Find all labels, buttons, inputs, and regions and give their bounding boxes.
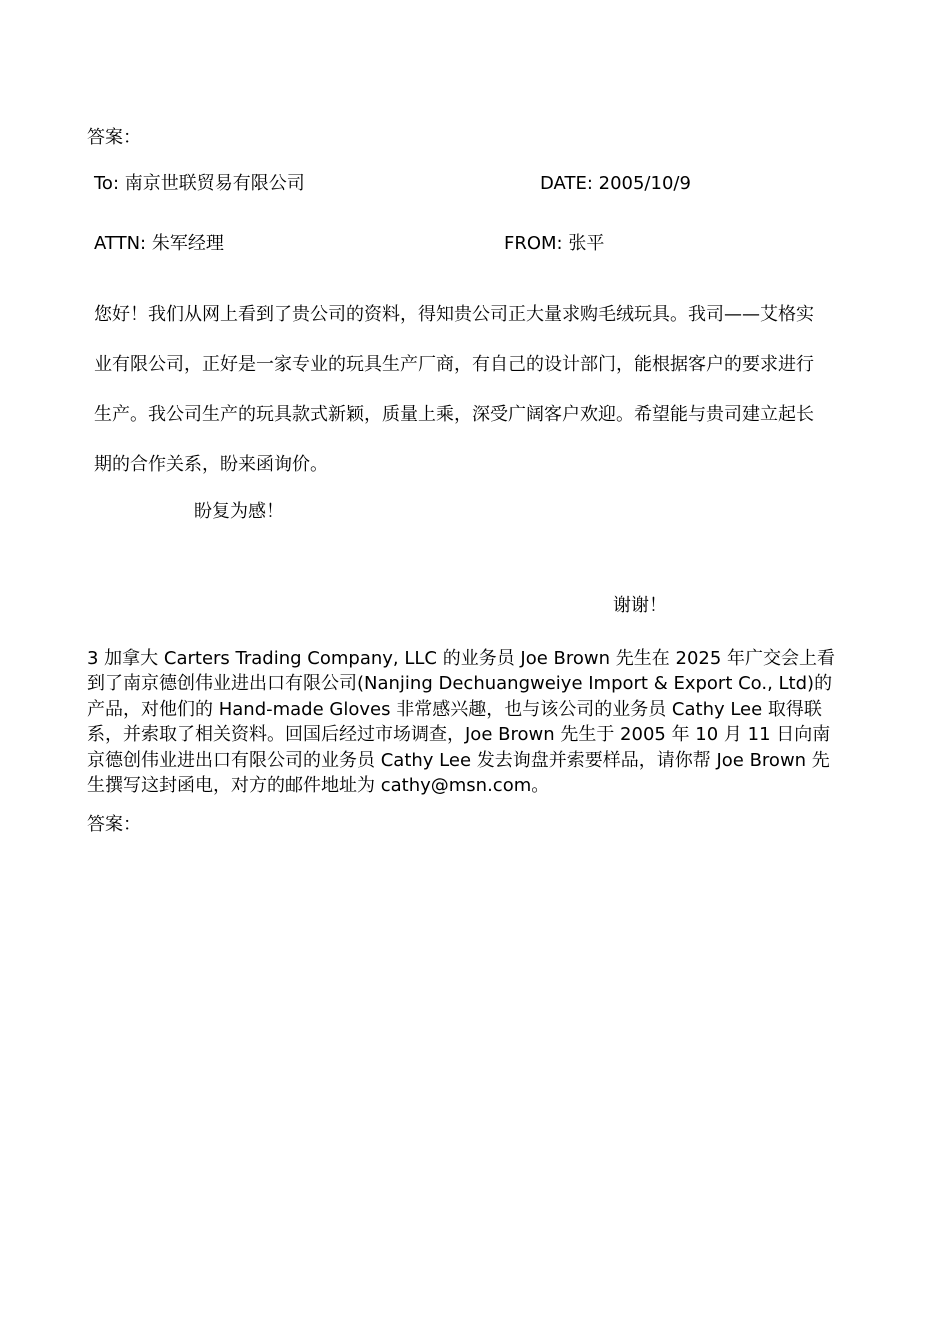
letter-body: [94, 290, 874, 490]
answer-label: 答案：: [87, 814, 141, 835]
letter-body-line: 您好！我们从网上看到了贵公司的资料，得知贵公司正大量求购毛绒玩具。我司——艾格实: [94, 304, 814, 325]
letter-body-line: 期的合作关系，盼来函询价。: [94, 454, 328, 475]
letter-body-line: 生产。我公司生产的玩具款式新颖，质量上乘，深受广阔客户欢迎。希望能与贵司建立起长: [94, 404, 814, 425]
question-line: 产品，对他们的 Hand-made Gloves 非常感兴趣，也与该公司的业务员 Cathy Lee 取得联: [87, 698, 822, 720]
letter-attn: ATTN: 朱军经理: [94, 233, 224, 254]
question-line: 3 加拿大 Carters Trading Company, LLC 的业务员 Joe Brown 先生在 2025 年广交会上看: [87, 648, 836, 669]
letter-to: To: 南京世联贸易有限公司: [94, 173, 305, 194]
letter-from: FROM: 张平: [504, 233, 605, 254]
letter-thanks: 谢谢！: [613, 595, 667, 616]
question-text: [87, 646, 872, 798]
letter-body-line: 业有限公司，正好是一家专业的玩具生产厂商，有自己的设计部门，能根据客户的要求进行: [94, 354, 814, 375]
question-line: 京德创伟业进出口有限公司的业务员 Cathy Lee 发去询盘并索要样品，请你帮 Joe Brown 先: [87, 749, 830, 771]
question-line: 到了南京德创伟业进出口有限公司(Nanjing Dechuangweiye Import & Export Co., Ltd)的: [87, 673, 833, 695]
letter-closing: 盼复为感！: [194, 501, 284, 522]
question-line: 生撰写这封函电，对方的邮件地址为 cathy@msn.com。: [87, 775, 550, 797]
answer-label: 答案：: [87, 127, 141, 148]
letter-date: DATE: 2005/10/9: [540, 173, 691, 194]
question-line: 系，并索取了相关资料。回国后经过市场调查，Joe Brown 先生于 2005 年 10 月 11 日向南: [87, 724, 831, 746]
